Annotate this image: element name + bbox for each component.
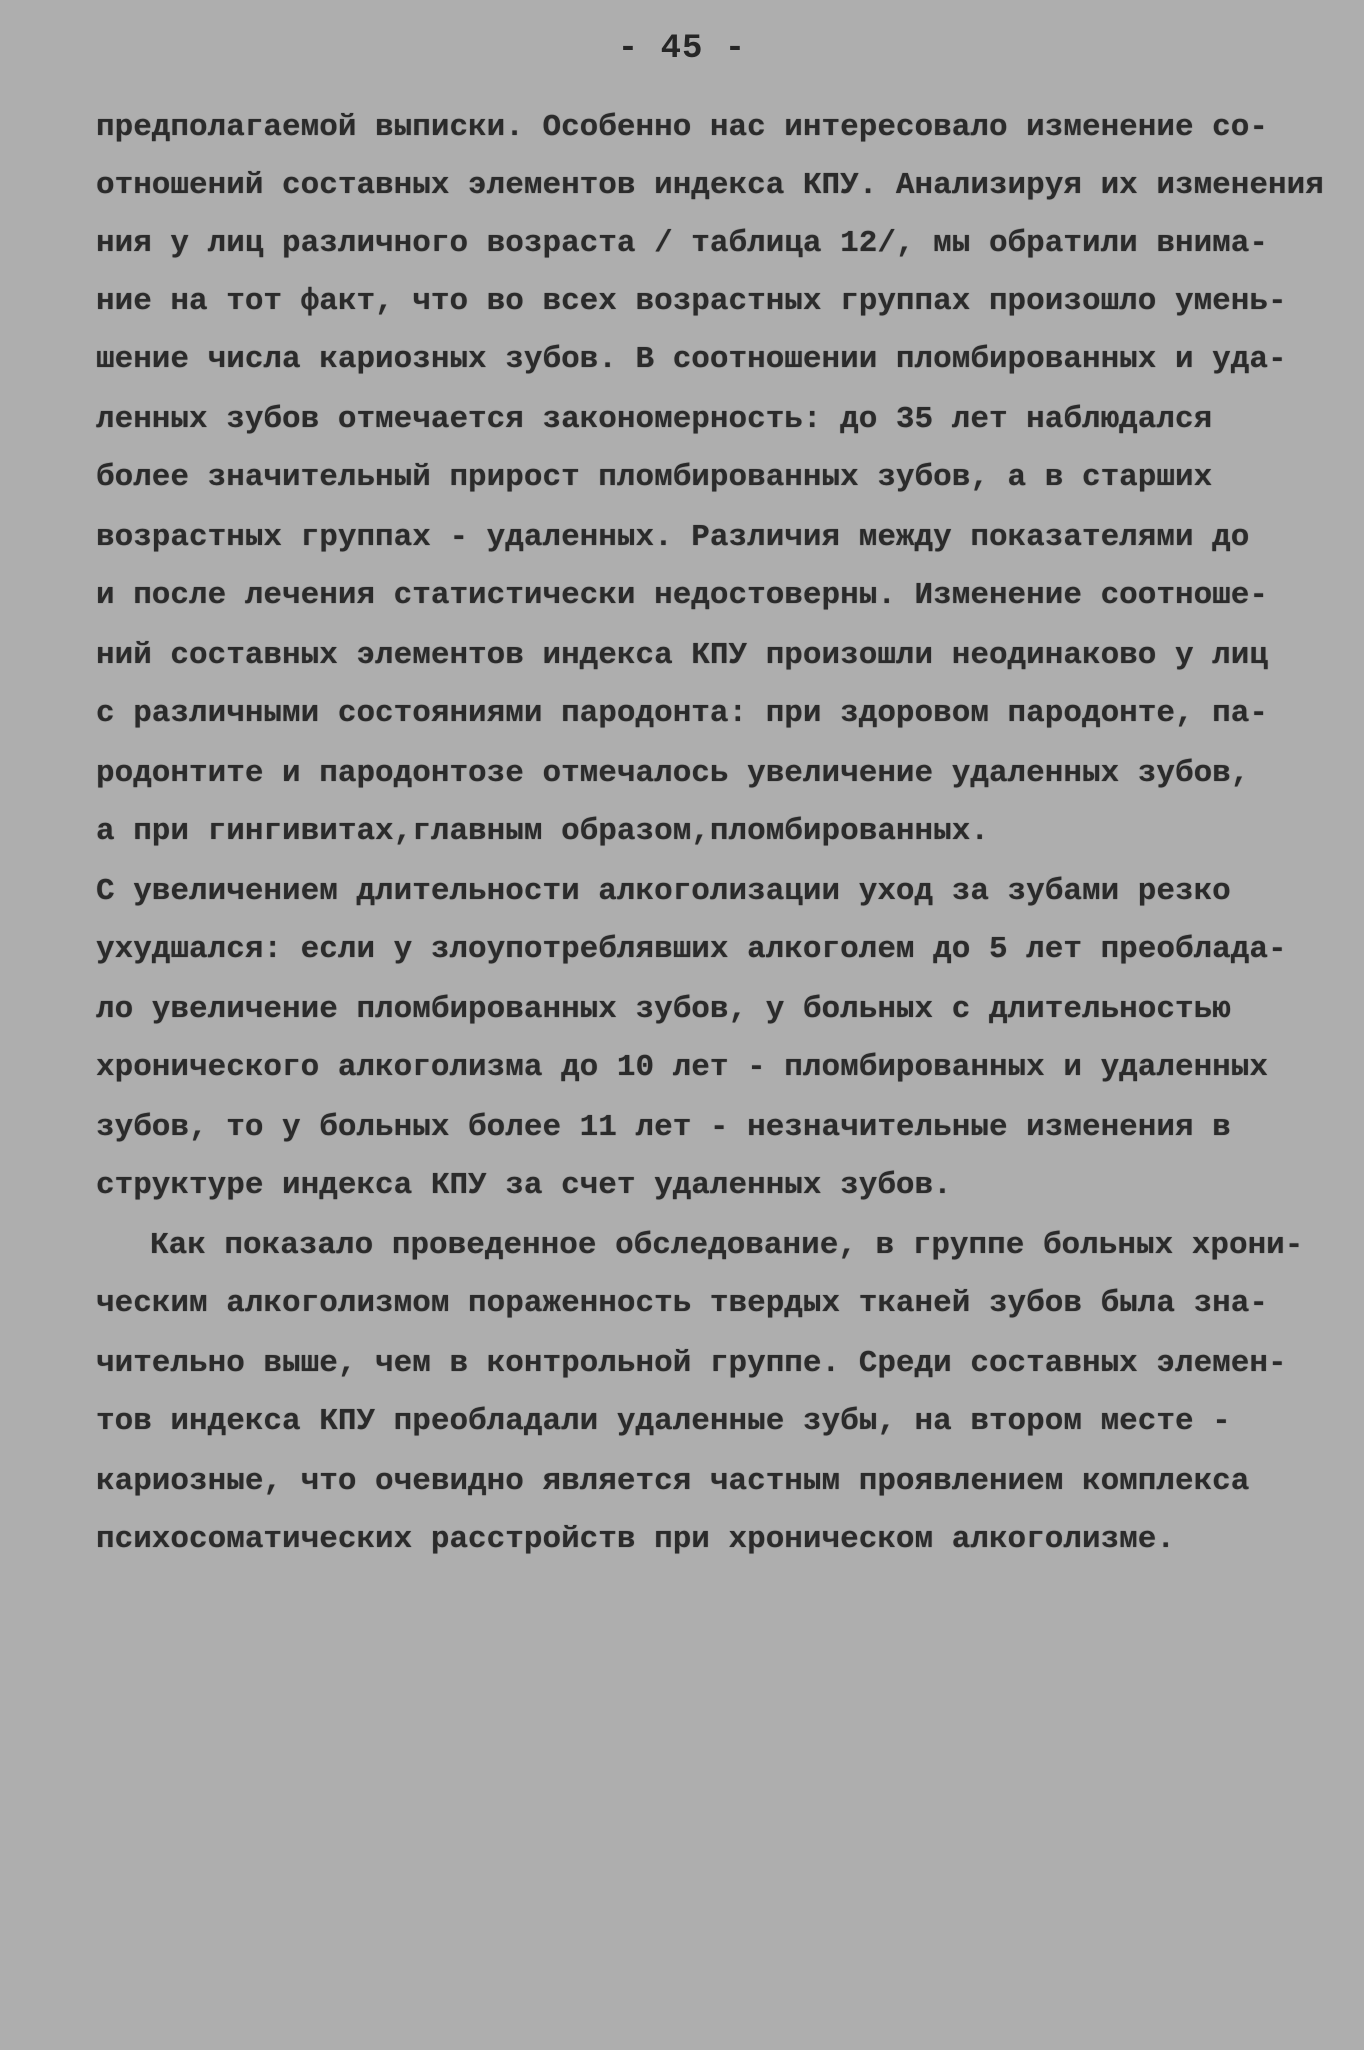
text-line: ния у лиц различного возраста / таблица 12/, мы обратили внима-: [96, 226, 1268, 261]
text-line: ленных зубов отмечается закономерность: до 35 лет наблюдался: [96, 402, 1213, 437]
text-line: ческим алкоголизмом пораженность твердых тканей зубов была зна-: [96, 1286, 1268, 1321]
text-line: хронического алкоголизма до 10 лет - пломбированных и удаленных: [96, 1050, 1268, 1085]
text-line: ние на тот факт, что во всех возрастных группах произошло умень-: [96, 284, 1287, 319]
text-line: С увеличением длительности алкоголизации уход за зубами резко: [96, 874, 1231, 909]
text-line: и после лечения статистически недостоверны. Изменение соотноше-: [96, 578, 1268, 613]
text-line: более значительный прирост пломбированных зубов, а в старших: [96, 460, 1213, 495]
text-line: предполагаемой выписки. Особенно нас интересовало изменение со-: [96, 110, 1268, 145]
text-line: а при гингивитах,главным образом,пломбированных.: [96, 814, 989, 849]
text-line: родонтите и пародонтозе отмечалось увеличение удаленных зубов,: [96, 756, 1250, 791]
page-number: - 45 -: [617, 30, 747, 68]
text-line: психосоматических расстройств при хроническом алкоголизме.: [96, 1522, 1175, 1557]
text-line: Как показало проведенное обследование, в группе больных хрони-: [150, 1228, 1304, 1263]
text-line: возрастных группах - удаленных. Различия между показателями до: [96, 520, 1250, 555]
text-line: отношений составных элементов индекса КПУ. Анализируя их изменения: [96, 168, 1324, 203]
text-line: зубов, то у больных более 11 лет - незначительные изменения в: [96, 1110, 1231, 1145]
text-line: чительно выше, чем в контрольной группе. Среди составных элемен-: [96, 1346, 1287, 1381]
text-line: с различными состояниями пародонта: при здоровом пародонте, па-: [96, 696, 1268, 731]
text-line: ний составных элементов индекса КПУ произошли неодинаково у лиц: [96, 638, 1268, 673]
text-line: шение числа кариозных зубов. В соотношении пломбированных и уда-: [96, 342, 1287, 377]
text-line: кариозные, что очевидно является частным проявлением комплекса: [96, 1464, 1250, 1499]
text-line: тов индекса КПУ преобладали удаленные зубы, на втором месте -: [96, 1404, 1231, 1439]
text-line: структуре индекса КПУ за счет удаленных зубов.: [96, 1168, 952, 1203]
text-line: ухудшался: если у злоупотреблявших алкоголем до 5 лет преоблада-: [96, 932, 1287, 967]
text-line: ло увеличение пломбированных зубов, у больных с длительностью: [96, 992, 1231, 1027]
